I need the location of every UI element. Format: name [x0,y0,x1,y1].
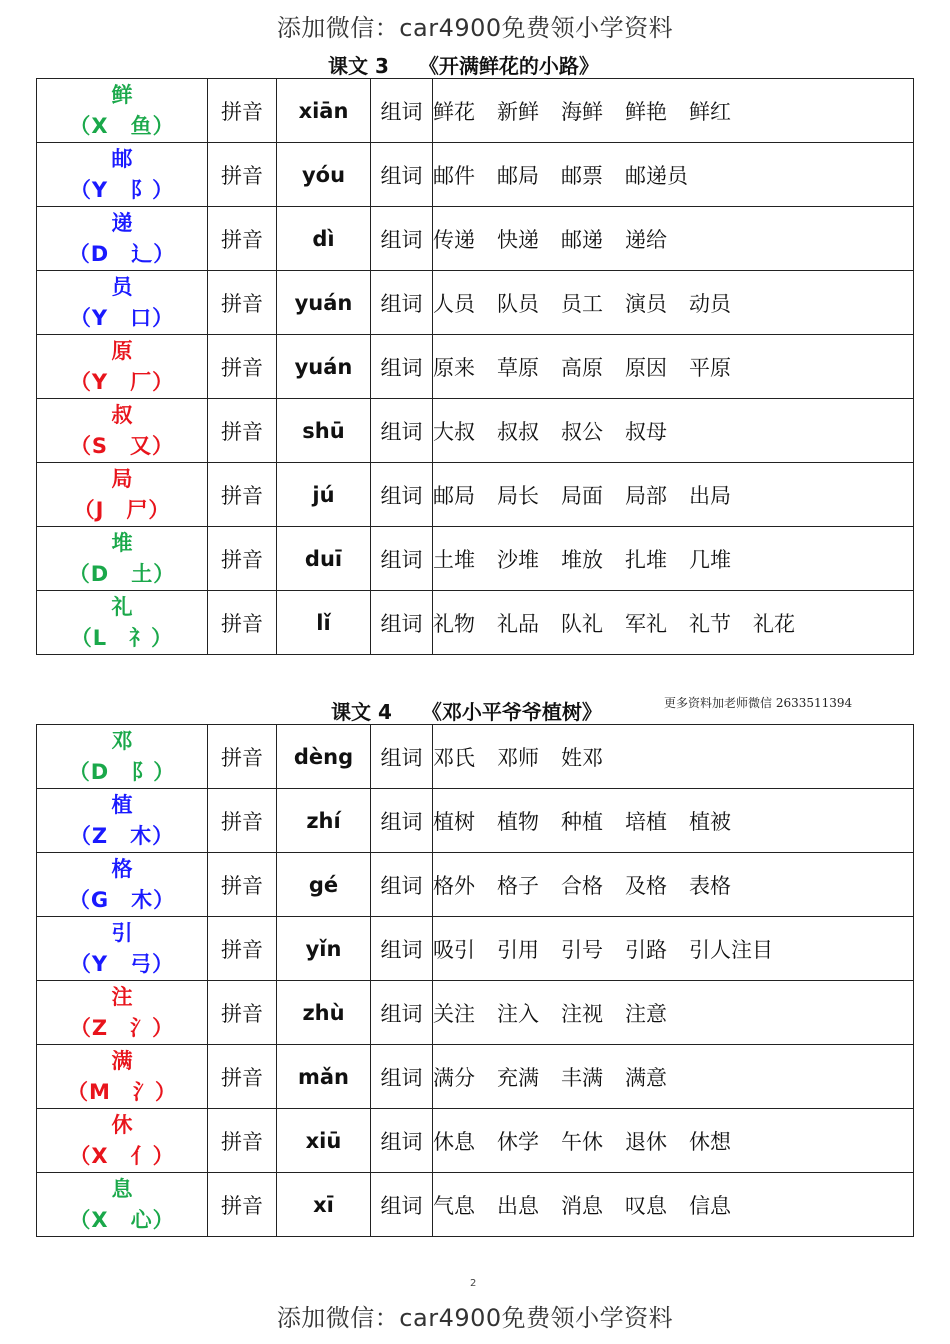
word: 传递 [433,227,475,252]
table-row [37,143,914,207]
word: 叔叔 [497,419,539,444]
word-table-lesson-4 [36,724,914,1237]
word: 局部 [625,483,667,508]
word: 礼花 [753,611,795,636]
words-cell [433,853,914,917]
word: 引路 [625,937,667,962]
lesson-label: 课文 4 [331,700,392,724]
initial-radical: （G 木） [68,887,176,912]
word: 堆放 [561,547,603,572]
word: 植树 [433,809,475,834]
character: 植 [111,792,133,817]
word: 鲜红 [689,99,731,124]
words-cell [433,143,914,207]
character-cell [37,591,208,655]
word: 动员 [689,291,731,316]
pinyin: dì [277,207,371,271]
words-label: 组词 [371,1173,433,1237]
table-row [37,1045,914,1109]
pinyin-label: 拼音 [208,981,277,1045]
word: 礼物 [433,611,475,636]
words-label: 组词 [371,463,433,527]
table-row [37,335,914,399]
pinyin: zhí [277,789,371,853]
pinyin-label: 拼音 [208,527,277,591]
pinyin: shū [277,399,371,463]
character-cell [37,917,208,981]
character: 礼 [111,594,133,619]
word: 邮递员 [625,163,688,188]
lesson-name: 《邓小平爷爷植树》 [421,700,602,724]
word: 叔母 [625,419,667,444]
word: 引用 [497,937,539,962]
character: 注 [111,984,133,1009]
word: 休息 [433,1129,475,1154]
character: 引 [111,920,133,945]
watermark-top: 添加微信：car4900免费领小学资料 [276,14,674,42]
words-cell [433,789,914,853]
word: 邮局 [433,483,475,508]
word: 邓师 [497,745,539,770]
words-cell [433,725,914,789]
pinyin: lǐ [277,591,371,655]
word: 培植 [625,809,667,834]
word: 递给 [625,227,667,252]
word: 邮件 [433,163,475,188]
words-label: 组词 [371,399,433,463]
character-cell [37,143,208,207]
word: 几堆 [689,547,731,572]
words-label: 组词 [371,207,433,271]
pinyin: mǎn [277,1045,371,1109]
words-cell [433,207,914,271]
word: 队员 [497,291,539,316]
word: 邓氏 [433,745,475,770]
character-cell [37,1045,208,1109]
word: 新鲜 [497,99,539,124]
character: 邓 [111,728,133,753]
word: 姓邓 [561,745,603,770]
words-label: 组词 [371,143,433,207]
pinyin-label: 拼音 [208,335,277,399]
pinyin-label: 拼音 [208,271,277,335]
word: 邮递 [561,227,603,252]
pinyin: gé [277,853,371,917]
pinyin-label: 拼音 [208,1109,277,1173]
character-cell [37,399,208,463]
pinyin-label: 拼音 [208,463,277,527]
character-cell [37,463,208,527]
lesson-title-4 [331,696,602,725]
word: 快递 [497,227,539,252]
word: 引人注目 [689,937,773,962]
word: 退休 [625,1129,667,1154]
table-row [37,207,914,271]
pinyin-label: 拼音 [208,1173,277,1237]
pinyin-label: 拼音 [208,79,277,143]
word: 消息 [561,1193,603,1218]
words-label: 组词 [371,981,433,1045]
words-label: 组词 [371,725,433,789]
word: 原来 [433,355,475,380]
word: 及格 [625,873,667,898]
word: 丰满 [561,1065,603,1090]
pinyin: xiū [277,1109,371,1173]
word: 格子 [497,873,539,898]
character-cell [37,1173,208,1237]
word: 植被 [689,809,731,834]
table-row [37,1109,914,1173]
character: 局 [111,466,133,491]
pinyin: yuán [277,335,371,399]
character-cell [37,853,208,917]
words-label: 组词 [371,789,433,853]
table-row [37,271,914,335]
word: 出局 [689,483,731,508]
word: 注入 [497,1001,539,1026]
word: 草原 [497,355,539,380]
words-label: 组词 [371,79,433,143]
word: 气息 [433,1193,475,1218]
pinyin: yǐn [277,917,371,981]
word: 土堆 [433,547,475,572]
table-row [37,463,914,527]
word: 表格 [689,873,731,898]
pinyin-label: 拼音 [208,1045,277,1109]
word: 引号 [561,937,603,962]
word: 军礼 [625,611,667,636]
table-row [37,981,914,1045]
pinyin: xiān [277,79,371,143]
pinyin: zhù [277,981,371,1045]
table-row [37,527,914,591]
words-cell [433,1045,914,1109]
pinyin-label: 拼音 [208,399,277,463]
word: 扎堆 [625,547,667,572]
words-cell [433,591,914,655]
initial-radical: （X 亻） [69,1143,175,1168]
character: 格 [111,856,133,881]
initial-radical: （D 辶） [68,241,176,266]
character: 叔 [111,402,133,427]
word: 员工 [561,291,603,316]
words-cell [433,527,914,591]
word: 礼品 [497,611,539,636]
words-cell [433,79,914,143]
words-label: 组词 [371,527,433,591]
words-label: 组词 [371,853,433,917]
table-row [37,591,914,655]
word: 注视 [561,1001,603,1026]
word: 原因 [625,355,667,380]
word: 礼节 [689,611,731,636]
words-cell [433,271,914,335]
table-row [37,79,914,143]
character-cell [37,725,208,789]
words-cell [433,981,914,1045]
word: 出息 [497,1193,539,1218]
table-row [37,399,914,463]
word: 演员 [625,291,667,316]
initial-radical: （Y 口） [69,305,175,330]
character-cell [37,1109,208,1173]
word-table-lesson-3 [36,78,914,655]
initial-radical: （Z 氵） [69,1015,175,1040]
side-note: 更多资料加老师微信 2633511394 [664,696,853,710]
word: 充满 [497,1065,539,1090]
word: 局面 [561,483,603,508]
initial-radical: （D 阝） [68,759,176,784]
pinyin: duī [277,527,371,591]
word: 平原 [689,355,731,380]
initial-radical: （Y 厂） [69,369,175,394]
character: 鲜 [111,82,133,107]
table-row [37,917,914,981]
pinyin: dèng [277,725,371,789]
word: 鲜艳 [625,99,667,124]
initial-radical: （X 心） [69,1207,175,1232]
words-label: 组词 [371,917,433,981]
table-row [37,725,914,789]
character-cell [37,789,208,853]
table-row [37,789,914,853]
character-cell [37,271,208,335]
initial-radical: （X 鱼） [69,113,175,138]
words-label: 组词 [371,591,433,655]
pinyin-label: 拼音 [208,143,277,207]
word: 人员 [433,291,475,316]
word: 休想 [689,1129,731,1154]
word: 植物 [497,809,539,834]
words-cell [433,463,914,527]
character: 员 [111,274,133,299]
pinyin: jú [277,463,371,527]
character: 递 [111,210,133,235]
word: 高原 [561,355,603,380]
word: 关注 [433,1001,475,1026]
character: 堆 [111,530,133,555]
words-cell [433,917,914,981]
pinyin-label: 拼音 [208,207,277,271]
page-number: 2 [470,1278,477,1289]
word: 沙堆 [497,547,539,572]
character-cell [37,527,208,591]
initial-radical: （Y 弓） [69,951,175,976]
character: 满 [111,1048,133,1073]
word: 满意 [625,1065,667,1090]
character-cell [37,207,208,271]
word: 大叔 [433,419,475,444]
words-cell [433,1173,914,1237]
words-label: 组词 [371,335,433,399]
word: 格外 [433,873,475,898]
word: 满分 [433,1065,475,1090]
words-cell [433,335,914,399]
character: 邮 [111,146,133,171]
initial-radical: （M 氵） [67,1079,177,1104]
word: 队礼 [561,611,603,636]
pinyin-label: 拼音 [208,591,277,655]
lesson-title-3 [328,50,599,79]
word: 邮局 [497,163,539,188]
lesson-label: 课文 3 [328,54,389,78]
word: 休学 [497,1129,539,1154]
pinyin-label: 拼音 [208,725,277,789]
table-row [37,1173,914,1237]
character-cell [37,335,208,399]
lesson-name: 《开满鲜花的小路》 [418,54,599,78]
pinyin: yuán [277,271,371,335]
words-cell [433,399,914,463]
initial-radical: （D 土） [68,561,176,586]
character: 原 [111,338,133,363]
words-label: 组词 [371,1109,433,1173]
words-label: 组词 [371,1045,433,1109]
initial-radical: （J 尸） [73,497,171,522]
watermark-bottom: 添加微信：car4900免费领小学资料 [276,1304,674,1332]
initial-radical: （Y 阝） [69,177,175,202]
word: 叹息 [625,1193,667,1218]
table-row [37,853,914,917]
word: 注意 [625,1001,667,1026]
word: 信息 [689,1193,731,1218]
pinyin-label: 拼音 [208,853,277,917]
initial-radical: （S 又） [69,433,175,458]
word: 叔公 [561,419,603,444]
character-cell [37,981,208,1045]
word: 吸引 [433,937,475,962]
character: 息 [111,1176,133,1201]
character-cell [37,79,208,143]
word: 午休 [561,1129,603,1154]
pinyin-label: 拼音 [208,917,277,981]
pinyin-label: 拼音 [208,789,277,853]
words-cell [433,1109,914,1173]
initial-radical: （L 礻） [70,625,174,650]
character: 休 [111,1112,133,1137]
word: 鲜花 [433,99,475,124]
word: 局长 [497,483,539,508]
word: 种植 [561,809,603,834]
word: 合格 [561,873,603,898]
words-label: 组词 [371,271,433,335]
pinyin: yóu [277,143,371,207]
initial-radical: （Z 木） [69,823,175,848]
word: 海鲜 [561,99,603,124]
pinyin: xī [277,1173,371,1237]
word: 邮票 [561,163,603,188]
